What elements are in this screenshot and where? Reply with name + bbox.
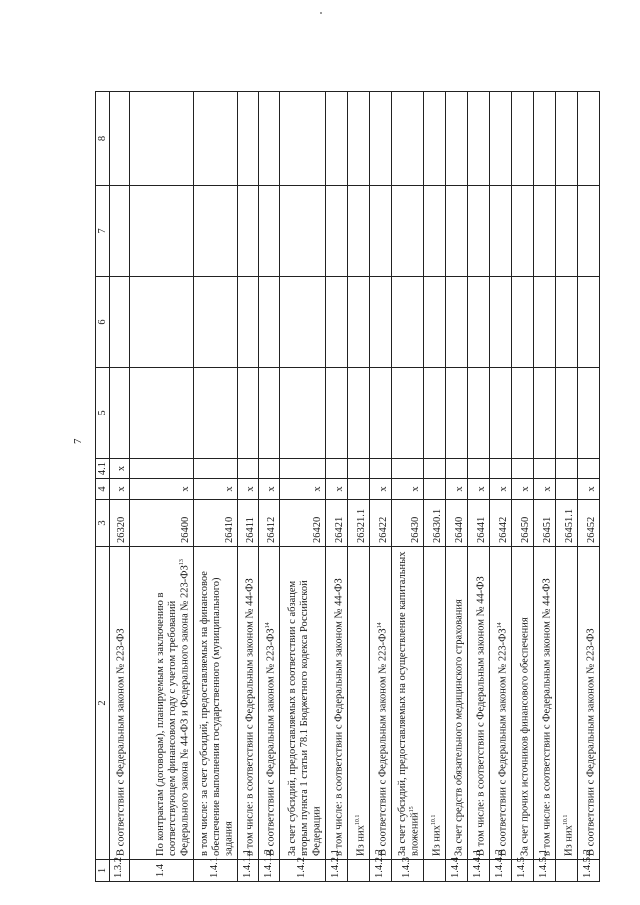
value-cell [259,368,280,459]
table-row [392,92,424,882]
footnote-mark: 15 [409,806,416,813]
col-4-1-mark [446,459,468,479]
value-cell [424,186,446,277]
row-description [110,547,130,860]
table-row [194,92,238,882]
value-cell [578,186,600,277]
col-4-mark [424,479,446,500]
row-code: 26430.1 [424,500,446,547]
col-4-1-mark [348,459,370,479]
row-description [326,547,348,860]
value-cell [348,92,370,186]
col-4-mark: x [238,479,259,500]
value-cell [490,368,512,459]
row-description [534,547,556,860]
row-number: 1.4.4.2 [490,860,512,882]
row-description-text: Из них [431,825,443,856]
value-cell [424,277,446,368]
col-4-mark: x [446,479,468,500]
value-cell [578,277,600,368]
table-row [512,92,534,882]
value-cell [348,186,370,277]
value-cell [110,92,130,186]
value-cell [468,368,490,459]
value-cell [392,92,424,186]
row-description [348,547,370,860]
row-description [556,547,578,860]
header-row [96,92,110,882]
value-cell [424,92,446,186]
table-row [280,92,326,882]
value-cell [490,277,512,368]
row-description-text: В соответствии с Федеральным законом № 223-ФЗ [115,628,127,856]
col-4-1-mark [370,459,392,479]
table-row [446,92,468,882]
table-body [110,92,600,882]
value-cell [280,92,326,186]
footnote-mark: 14 [377,622,384,629]
value-cell [348,368,370,459]
row-number: 1.4.3 [392,860,424,882]
row-description-text: в том числе: в соответствии с Федеральным законом № 44-ФЗ [244,578,256,856]
value-cell [370,368,392,459]
value-cell [392,277,424,368]
value-cell [326,186,348,277]
row-description-text: В соответствии с Федеральным законом № 223-ФЗ [265,628,277,856]
row-code: 26400 [130,500,194,547]
row-description [238,547,259,860]
row-number: 1.4.1.2 [259,860,280,882]
row-number: 1.4.5.1 [534,860,556,882]
table-row [578,92,600,882]
value-cell [534,92,556,186]
col-4-1-mark [326,459,348,479]
row-number: 1.4.5 [512,860,534,882]
col-4-mark: x [392,479,424,500]
scan-speck [320,12,322,14]
value-cell [326,92,348,186]
col-4-1-mark [280,459,326,479]
col-4-mark: x [370,479,392,500]
value-cell [194,186,238,277]
row-code: 26450 [512,500,534,547]
col-4-1-mark [130,459,194,479]
value-cell [424,368,446,459]
value-cell [512,92,534,186]
col-4-1-mark [259,459,280,479]
rotated-table-wrapper [95,92,640,882]
row-number: 1.4.1.1 [238,860,259,882]
value-cell [578,368,600,459]
col-4-mark [348,479,370,500]
row-number: 1.4.2.2 [370,860,392,882]
value-cell [468,277,490,368]
footnote-mark: 14 [497,622,504,629]
row-description [446,547,468,860]
footnote-mark: 14 [265,622,272,629]
row-number: 1.4.5.2 [578,860,600,882]
row-description-text: В соответствии с Федеральным законом № 223-ФЗ [497,628,509,856]
row-code: 26410 [194,500,238,547]
table-row [348,92,370,882]
row-number [348,860,370,882]
row-code: 26452 [578,500,600,547]
row-description-text: В том числе: в соответствии с Федеральным законом № 44-ФЗ [475,576,487,856]
row-code: 26442 [490,500,512,547]
row-number [556,860,578,882]
value-cell [110,186,130,277]
value-cell [130,186,194,277]
value-cell [490,186,512,277]
row-number: 1.4.4 [446,860,468,882]
row-description [490,547,512,860]
row-description [194,547,238,860]
table-row [370,92,392,882]
value-cell [556,368,578,459]
header-col-2: 2 [96,547,110,860]
value-cell [468,186,490,277]
col-4-mark: x [512,479,534,500]
value-cell [446,186,468,277]
value-cell [512,186,534,277]
value-cell [259,277,280,368]
value-cell [280,368,326,459]
col-4-1-mark [392,459,424,479]
row-description-text: Из них [563,825,575,856]
row-description-text: В соответствии с Федеральным законом № 223-ФЗ [585,628,597,856]
col-4-1-mark [556,459,578,479]
footnote-mark: 10.1 [431,814,438,826]
row-code: 26440 [446,500,468,547]
value-cell [130,277,194,368]
value-cell [130,368,194,459]
row-description [392,547,424,860]
col-4-mark: x [468,479,490,500]
header-col-7: 7 [96,186,110,277]
row-description-text: За счет прочих источников финансового обеспечения [519,617,531,856]
value-cell [512,277,534,368]
value-cell [534,186,556,277]
row-description [259,547,280,860]
row-code: 26420 [280,500,326,547]
value-cell [556,92,578,186]
row-description-text: в том числе: в соответствии с Федеральным законом № 44-ФЗ [541,578,553,856]
row-description-text: в том числе: за счет субсидий, предоставляемых на финансовое обеспечение выполнения государственного (муниципального) задания [199,571,235,856]
footnote-mark: 10.1 [355,814,362,826]
table-row [326,92,348,882]
value-cell [130,92,194,186]
value-cell [534,277,556,368]
row-code: 26441 [468,500,490,547]
row-description [130,547,194,860]
row-code: 26430 [392,500,424,547]
col-4-1-mark [424,459,446,479]
value-cell [238,277,259,368]
table-row [534,92,556,882]
procurement-table [95,91,600,882]
col-4-1-mark [534,459,556,479]
col-4-1-mark [194,459,238,479]
value-cell [280,277,326,368]
col-4-1-mark [490,459,512,479]
row-description [512,547,534,860]
value-cell [238,186,259,277]
row-number [424,860,446,882]
table-row [110,92,130,882]
row-description-text: В соответствии с Федеральным законом № 223-ФЗ [377,628,389,856]
col-4-1-mark [578,459,600,479]
header-col-3: 3 [96,500,110,547]
table-row [130,92,194,882]
value-cell [512,368,534,459]
header-col-8: 8 [96,92,110,186]
table-row [424,92,446,882]
footnote-mark: 10.1 [563,814,570,826]
col-4-mark: x [194,479,238,500]
col-4-mark: x [578,479,600,500]
value-cell [326,277,348,368]
row-description [280,547,326,860]
header-col-4: 4 [96,479,110,500]
col-4-1-mark [468,459,490,479]
row-number: 1.4 [130,860,194,882]
table-row [238,92,259,882]
header-col-5: 5 [96,368,110,459]
row-description-text: За счет субсидий, предоставляемых в соответствии с абзацем вторым пункта 1 статьи 78.1 Бюджетного кодекса Российской Федерации [287,580,323,856]
row-description [370,547,392,860]
table-row [490,92,512,882]
row-description-text: Из них [355,825,367,856]
header-col-6: 6 [96,277,110,368]
row-description-text: За счет средств обязательного медицинского страхования [453,599,465,856]
value-cell [468,92,490,186]
row-number: 1.4.1 [194,860,238,882]
col-4-mark: x [490,479,512,500]
row-description-text: По контрактам (договорам), планируемым к заключению в соответствующем финансовом году с учетом требований Федерального закона № 44-ФЗ и Федерального закона № 223-ФЗ [155,565,191,856]
value-cell [259,92,280,186]
table-row [556,92,578,882]
row-code: 26411 [238,500,259,547]
col-4-mark: x [534,479,556,500]
value-cell [556,186,578,277]
value-cell [238,368,259,459]
value-cell [370,277,392,368]
row-number: 1.4.2.1 [326,860,348,882]
value-cell [326,368,348,459]
header-col-1: 1 [96,860,110,882]
row-code: 26421 [326,500,348,547]
row-code: 26451 [534,500,556,547]
row-code: 26422 [370,500,392,547]
value-cell [110,277,130,368]
row-description [468,547,490,860]
page-number: 7 [72,438,84,444]
value-cell [392,368,424,459]
value-cell [110,368,130,459]
col-4-mark: x [130,479,194,500]
value-cell [556,277,578,368]
row-description [424,547,446,860]
col-4-mark [556,479,578,500]
table-row [259,92,280,882]
row-number: 1.4.2 [280,860,326,882]
row-number: 1.3.2 [110,860,130,882]
value-cell [194,368,238,459]
value-cell [534,368,556,459]
value-cell [238,92,259,186]
row-code: 26320 [110,500,130,547]
col-4-mark: x [110,479,130,500]
row-description [578,547,600,860]
value-cell [446,92,468,186]
value-cell [490,92,512,186]
col-4-1-mark [238,459,259,479]
value-cell [194,277,238,368]
value-cell [446,277,468,368]
value-cell [446,368,468,459]
row-description-text: в том числе: в соответствии с Федеральным законом № 44-ФЗ [333,578,345,856]
col-4-1-mark: x [110,459,130,479]
row-number: 1.4.4.1 [468,860,490,882]
value-cell [370,92,392,186]
footnote-mark: 13 [179,559,186,566]
value-cell [194,92,238,186]
col-4-1-mark [512,459,534,479]
value-cell [259,186,280,277]
value-cell [280,186,326,277]
value-cell [392,186,424,277]
row-code: 26412 [259,500,280,547]
row-code: 26451.1 [556,500,578,547]
col-4-mark: x [280,479,326,500]
value-cell [370,186,392,277]
row-code: 26321.1 [348,500,370,547]
header-col-4-1: 4.1 [96,459,110,479]
row-description-text: За счет субсидий, предоставляемых на осуществление капитальных вложений [397,551,421,856]
col-4-mark: x [259,479,280,500]
col-4-mark: x [326,479,348,500]
value-cell [578,92,600,186]
table-row [468,92,490,882]
value-cell [348,277,370,368]
